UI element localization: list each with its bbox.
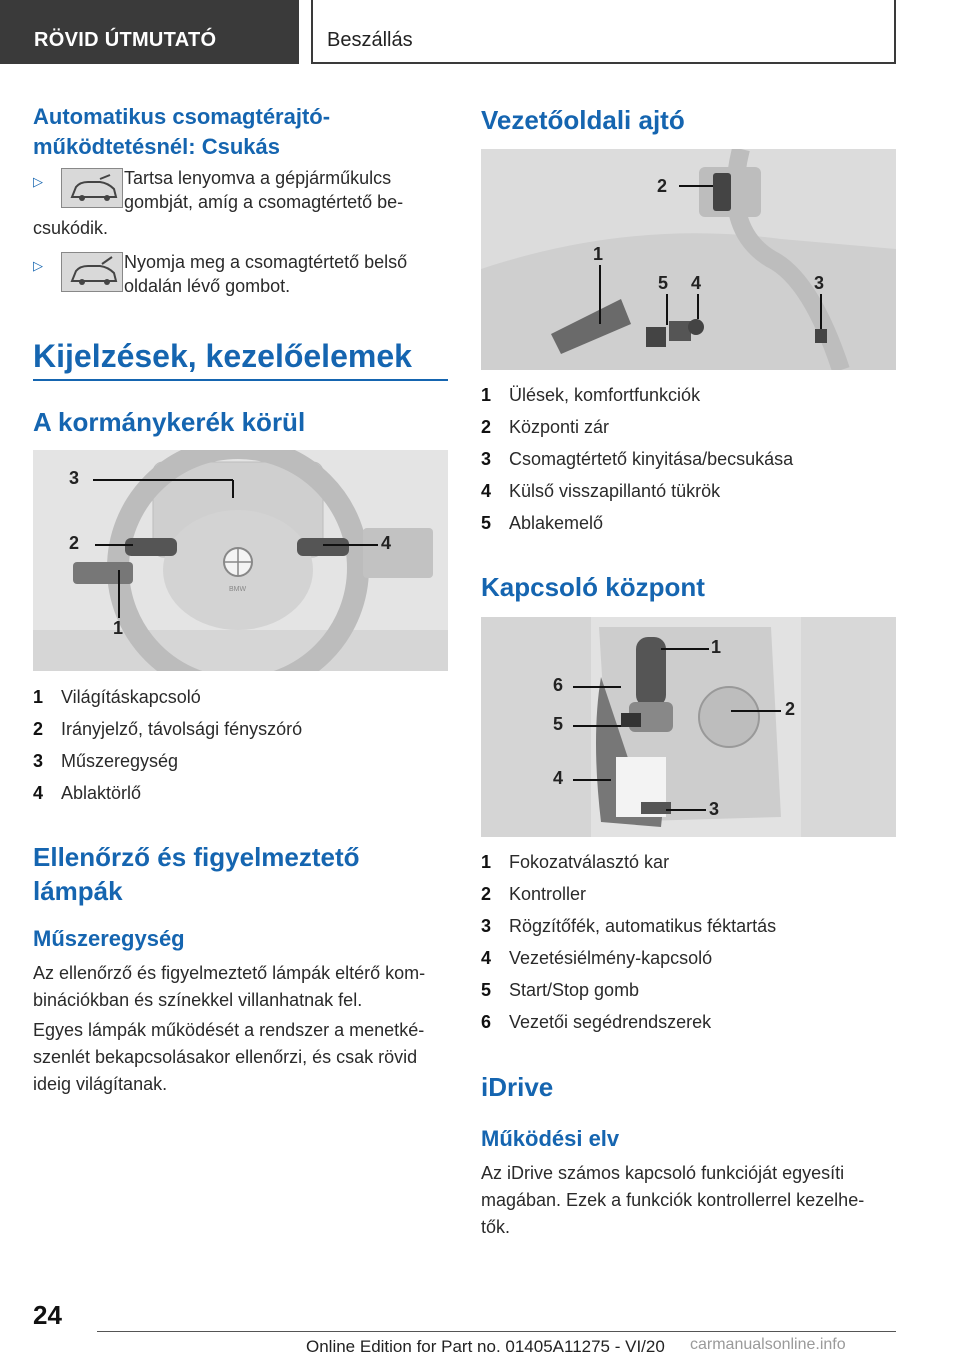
callout-2: 2 xyxy=(657,176,668,196)
title-underline xyxy=(33,379,448,381)
bmw-badge-label: BMW xyxy=(229,586,247,593)
car-key-trunk-icon xyxy=(61,168,123,208)
callout-2: 2 xyxy=(69,533,80,553)
callout-5: 5 xyxy=(658,273,669,293)
callout-3: 3 xyxy=(69,468,80,488)
door-legend xyxy=(481,383,793,543)
list-item: 2 Központi zár xyxy=(481,417,610,437)
watermark: carmanualsonline.info xyxy=(690,1336,846,1353)
steering-wheel-photo xyxy=(33,450,448,671)
switch-legend xyxy=(481,850,776,1042)
displays-title: Kijelzések, kezelőelemek xyxy=(33,338,412,374)
list-item: 2 Kontroller xyxy=(481,884,587,904)
list-item: 3 Műszeregység xyxy=(33,751,179,771)
switch-title: Kapcsoló központ xyxy=(481,572,705,602)
list-item: 1 Fokozatválasztó kar xyxy=(481,852,670,872)
section-tab: RÖVID ÚTMUTATÓ xyxy=(0,0,299,64)
list-item: 2 Irányjelző, távolsági fényszóró xyxy=(33,719,303,739)
warning-paragraph-2: Egyes lámpák működését a rendszer a menetké- szenlét bekapcsolásakor ellenőrzi, és csak rövid ideig világítanak. xyxy=(33,1020,425,1094)
step-triangle-icon: ▷ xyxy=(33,174,43,189)
list-item: 5 Ablakemelő xyxy=(481,513,604,533)
callout-2: 2 xyxy=(785,699,796,719)
page-number: 24 xyxy=(33,1300,62,1330)
wheel-legend xyxy=(33,685,302,813)
edition-footer: Online Edition for Part no. 01405A11275 - VI/20 xyxy=(306,1337,665,1356)
list-item: 3 Csomagtértető kinyitása/becsukása xyxy=(481,449,794,469)
list-item: 1 Ülések, komfortfunkciók xyxy=(481,385,701,405)
list-item: 3 Rögzítőfék, automatikus féktartás xyxy=(481,916,777,936)
callout-3: 3 xyxy=(814,273,825,293)
wheel-title: A kormánykerék körül xyxy=(33,407,306,437)
chapter-tab: Beszállás xyxy=(311,0,896,64)
list-item: 4 Ablaktörlő xyxy=(33,783,142,803)
door-title: Vezetőoldali ajtó xyxy=(481,105,685,135)
door-panel-photo xyxy=(481,149,896,370)
idrive-title: iDrive xyxy=(481,1072,554,1102)
switch-center-photo xyxy=(481,617,896,837)
trunk-button-icon xyxy=(61,252,123,292)
warning-title: Ellenőrző és figyelmeztető lámpák xyxy=(33,842,360,906)
list-item: 4 Vezetésiélmény-kapcsoló xyxy=(481,948,713,968)
footer-divider xyxy=(97,1331,896,1332)
idrive-paragraph: Az iDrive számos kapcsoló funkcióját egyesíti magában. Ezek a funkciók kontrollerrel kezelhe- tők. xyxy=(481,1163,865,1237)
list-item: 6 Vezetői segédrendszerek xyxy=(481,1012,712,1032)
callout-3: 3 xyxy=(709,799,720,819)
callout-1: 1 xyxy=(593,244,604,264)
callout-5: 5 xyxy=(553,714,564,734)
list-item: 4 Külső visszapillantó tükrök xyxy=(481,481,721,501)
callout-4: 4 xyxy=(381,533,392,553)
list-item: 1 Világításkapcsoló xyxy=(33,687,201,707)
trunk-title: Automatikus csomagtérajtó- működtetésnél: Csukás xyxy=(33,104,331,159)
idrive-subtitle: Működési elv xyxy=(481,1126,620,1151)
callout-4: 4 xyxy=(553,768,564,788)
warning-paragraph-1: Az ellenőrző és figyelmeztető lámpák eltérő kom- binációkban és színekkel villanhatnak fel. xyxy=(33,963,426,1010)
callout-1: 1 xyxy=(711,637,722,657)
callout-6: 6 xyxy=(553,675,564,695)
list-item: 5 Start/Stop gomb xyxy=(481,980,640,1000)
warning-subtitle: Műszeregység xyxy=(33,926,185,951)
callout-1: 1 xyxy=(113,618,124,638)
callout-4: 4 xyxy=(691,273,702,293)
step-triangle-icon: ▷ xyxy=(33,258,43,273)
